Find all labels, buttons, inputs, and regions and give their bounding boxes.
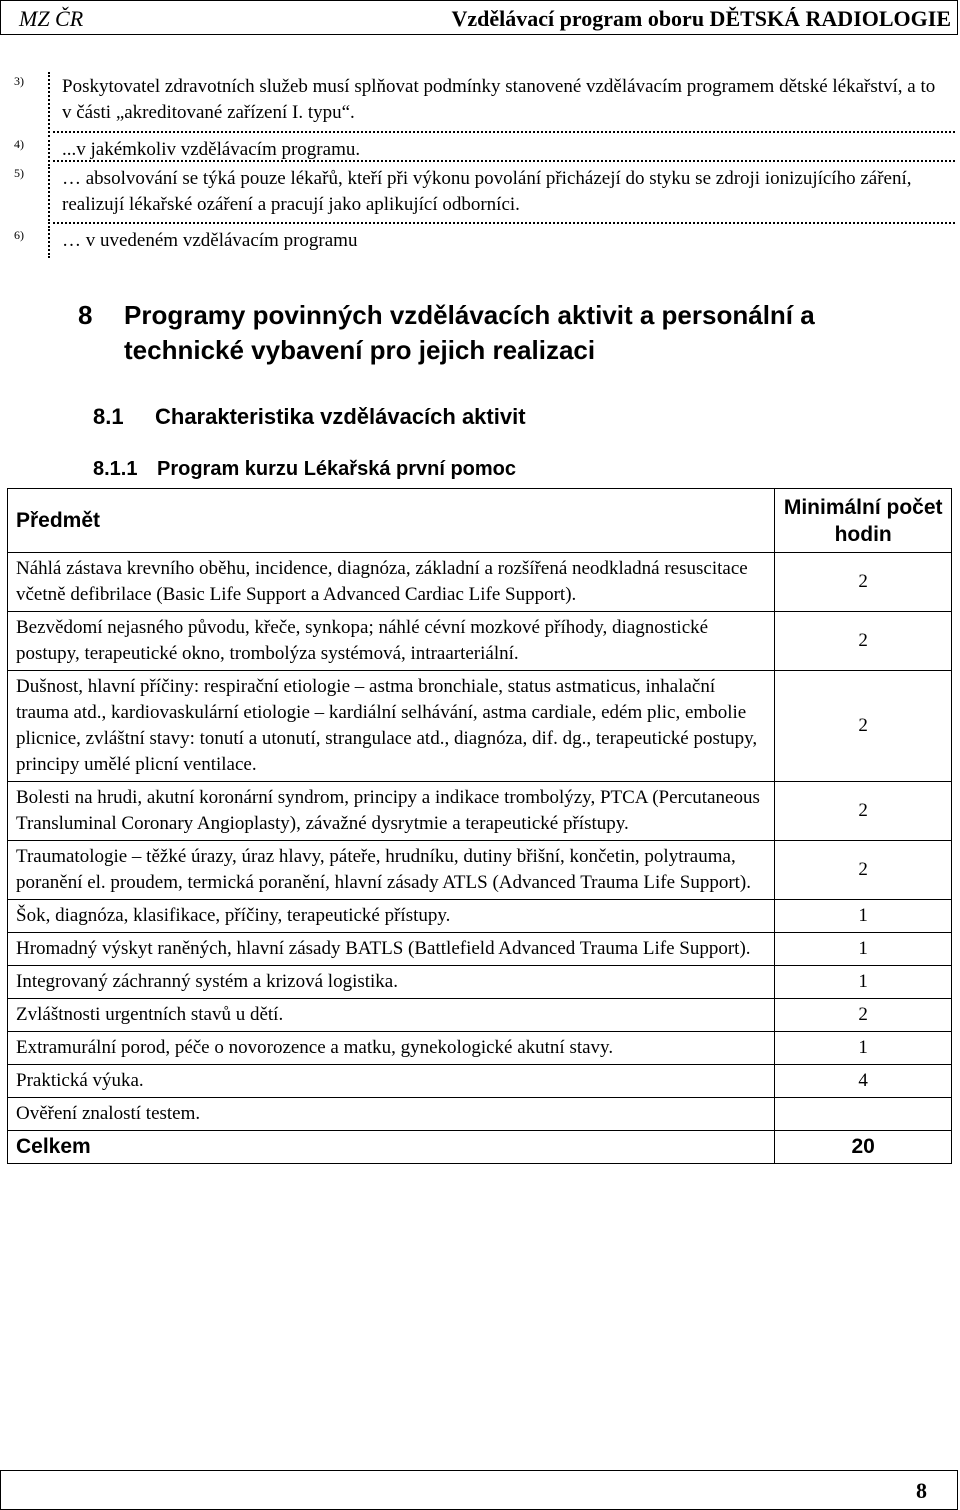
row-subject: Hromadný výskyt raněných, hlavní zásady BATLS (Battlefield Advanced Trauma Life Support).	[8, 933, 775, 966]
table-row	[8, 612, 952, 671]
row-hours: 1	[775, 966, 952, 999]
total-hours: 20	[775, 1131, 952, 1164]
header-hours: Minimální počet hodin	[775, 489, 952, 553]
row-subject: Ověření znalostí testem.	[8, 1098, 775, 1131]
table-total-row	[8, 1131, 952, 1164]
footnote-text: … v uvedeném vzdělávacím programu	[62, 230, 358, 251]
row-hours: 2	[775, 553, 952, 612]
subsubsection-heading	[93, 458, 517, 481]
page-header	[0, 0, 958, 35]
footnote-number: 3)	[14, 74, 24, 88]
row-hours: 2	[775, 612, 952, 671]
footnote-text: Poskytovatel zdravotních služeb musí splňovat podmínky stanovené vzdělávacím programem dětské lékařství, a to v části „akreditované zařízení I. typu“.	[62, 76, 936, 123]
table-header-row	[8, 489, 952, 553]
subsection-number: 8.1	[93, 404, 124, 429]
row-hours: 1	[775, 933, 952, 966]
page-footer	[0, 1470, 958, 1510]
section-number: 8	[78, 300, 93, 330]
table-row	[8, 1032, 952, 1065]
header-ministry: MZ ČR	[19, 6, 84, 31]
row-subject: Zvláštnosti urgentních stavů u dětí.	[8, 999, 775, 1032]
subsubsection-title: Program kurzu Lékařská první pomoc	[157, 458, 517, 480]
row-subject: Dušnost, hlavní příčiny: respirační etiologie – astma bronchiale, status astmaticus, inhalační trauma atd., kardiovaskulární etiologie – kardiální selhávání, astma cardiale, edém plic, embolie plicnice, zvláštní stavy: tonutí a utonutí, strangulace atd., diagnóza, dif. dg., terapeutické postupy, principy umělé plicní ventilace.	[8, 671, 775, 782]
row-hours: 2	[775, 841, 952, 900]
row-subject: Náhlá zástava krevního oběhu, incidence, diagnóza, základní a rozšířená neodkladná resuscitace včetně defibrilace (Basic Life Support a Advanced Cardiac Life Support).	[8, 553, 775, 612]
row-subject: Bezvědomí nejasného původu, křeče, synkopa; náhlé cévní mozkové příhody, diagnostické postupy, terapeutické okno, trombolýza systémová, intraarteriální.	[8, 612, 775, 671]
row-hours: 2	[775, 671, 952, 782]
table-row	[8, 966, 952, 999]
row-subject: Praktická výuka.	[8, 1065, 775, 1098]
footnote-6	[0, 226, 955, 258]
page-number: 8	[916, 1478, 927, 1503]
row-subject: Bolesti na hrudi, akutní koronární syndrom, principy a indikace trombolýzy, PTCA (Percutaneous Transluminal Coronary Angioplasty), závažné dysrytmie a terapeutické přístupy.	[8, 782, 775, 841]
footnote-4	[0, 135, 955, 162]
footnote-text: ...v jakémkoliv vzdělávacím programu.	[62, 139, 361, 160]
table-row	[8, 933, 952, 966]
section-title: Programy povinných vzdělávacích aktivit a personální a technické vybavení pro jejich realizaci	[124, 300, 815, 365]
subsubsection-number: 8.1.1	[93, 458, 138, 480]
row-subject: Šok, diagnóza, klasifikace, příčiny, terapeutické přístupy.	[8, 900, 775, 933]
course-program-table	[7, 488, 952, 1164]
row-hours: 2	[775, 999, 952, 1032]
subsection-title: Charakteristika vzdělávacích aktivit	[155, 404, 526, 429]
table-row	[8, 1065, 952, 1098]
row-hours: 1	[775, 1032, 952, 1065]
table-row	[8, 553, 952, 612]
table-row	[8, 671, 952, 782]
table-row	[8, 1098, 952, 1131]
row-hours: 2	[775, 782, 952, 841]
footnote-3	[0, 72, 955, 133]
footnote-number: 6)	[14, 228, 24, 242]
footnote-5	[0, 164, 955, 224]
header-subject: Předmět	[8, 489, 775, 553]
table-row	[8, 999, 952, 1032]
row-subject: Extramurální porod, péče o novorozence a matku, gynekologické akutní stavy.	[8, 1032, 775, 1065]
row-hours	[775, 1098, 952, 1131]
subsection-heading	[93, 404, 526, 430]
header-program-title: Vzdělávací program oboru DĚTSKÁ RADIOLOGIE	[451, 6, 951, 31]
table-row	[8, 900, 952, 933]
footnote-number: 5)	[14, 166, 24, 180]
table-row	[8, 841, 952, 900]
row-hours: 1	[775, 900, 952, 933]
footnote-number: 4)	[14, 137, 24, 151]
row-subject: Traumatologie – těžké úrazy, úraz hlavy, páteře, hrudníku, dutiny břišní, končetin, polytrauma, poranění el. proudem, termická poranění, hlavní zásady ATLS (Advanced Trauma Life Support).	[8, 841, 775, 900]
total-label: Celkem	[8, 1131, 775, 1164]
row-hours: 4	[775, 1065, 952, 1098]
footnote-text: … absolvování se týká pouze lékařů, kteří při výkonu povolání přicházejí do styku se zdroji ionizujícího záření, realizují lékařské ozáření a pracují jako aplikující odborníci.	[62, 168, 912, 215]
table-row	[8, 782, 952, 841]
row-subject: Integrovaný záchranný systém a krizová logistika.	[8, 966, 775, 999]
